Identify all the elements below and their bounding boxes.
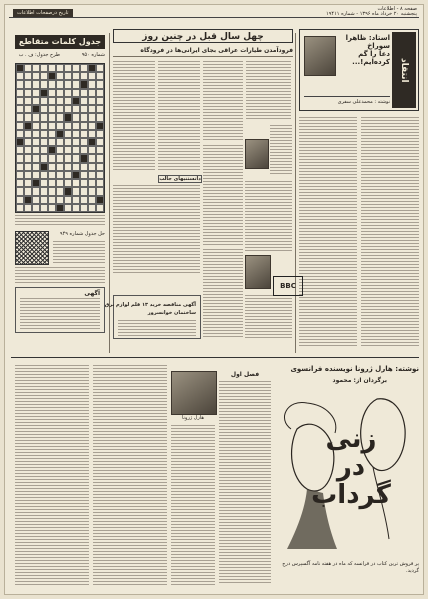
crossword-cell — [96, 64, 104, 72]
crossword-cell — [24, 154, 32, 162]
crossword-cell — [24, 163, 32, 171]
crossword-cell — [24, 89, 32, 97]
crossword-cell — [80, 196, 88, 204]
crossword-cell — [56, 80, 64, 88]
crossword-cell — [88, 113, 96, 121]
crossword-cell — [88, 97, 96, 105]
crossword-cell — [40, 138, 48, 146]
chapter-title: فصل اول — [230, 371, 260, 378]
crossword-cell — [56, 163, 64, 171]
crossword-cell — [72, 80, 80, 88]
crossword-cell — [40, 64, 48, 72]
serial-col-1 — [15, 365, 89, 585]
crossword-cell — [48, 154, 56, 162]
crossword-cell — [88, 105, 96, 113]
crossword-cell — [64, 204, 72, 212]
crossword-cell — [32, 179, 40, 187]
crossword-cell — [72, 122, 80, 130]
crossword-cell — [48, 113, 56, 121]
crossword-cell — [88, 89, 96, 97]
crossword-cell — [64, 80, 72, 88]
crossword-cell — [72, 105, 80, 113]
crossword-cell — [56, 64, 64, 72]
subsection-title: دانستنیهای جالب — [159, 176, 201, 182]
crossword-cell — [72, 179, 80, 187]
crossword-cell — [72, 204, 80, 212]
crossword-cell — [40, 187, 48, 195]
crossword-cell — [56, 97, 64, 105]
crossword-cell — [32, 89, 40, 97]
crossword-cell — [64, 113, 72, 121]
crossword-cell — [48, 80, 56, 88]
crossword-cell — [80, 163, 88, 171]
crossword-cell — [32, 113, 40, 121]
crossword-cell — [96, 187, 104, 195]
crossword-cell — [96, 163, 104, 171]
crossword-cell — [16, 113, 24, 121]
crossword-cell — [40, 171, 48, 179]
crossword-cell — [56, 138, 64, 146]
headline-line-2: سوراخ — [367, 42, 390, 50]
crossword-cell — [72, 72, 80, 80]
editorial-col-2 — [361, 117, 419, 347]
crossword-cell — [96, 171, 104, 179]
serial-title-line-1: زنی — [325, 424, 377, 454]
crossword-cell — [48, 163, 56, 171]
crossword-cell — [24, 179, 32, 187]
crossword-cell — [24, 122, 32, 130]
crossword-cell — [16, 138, 24, 146]
crossword-cell — [56, 171, 64, 179]
crossword-cell — [80, 89, 88, 97]
crossword-cell — [56, 122, 64, 130]
crossword-cell — [32, 97, 40, 105]
crossword-cell — [16, 163, 24, 171]
crossword-cell — [96, 154, 104, 162]
crossword-cell — [96, 130, 104, 138]
crossword-cell — [48, 204, 56, 212]
crossword-cell — [64, 163, 72, 171]
crossword-cell — [64, 154, 72, 162]
crossword-cell — [32, 80, 40, 88]
crossword-cell — [56, 154, 64, 162]
crossword-cell — [88, 196, 96, 204]
serial-col-2 — [93, 365, 167, 585]
crossword-cell — [56, 204, 64, 212]
crossword-cell — [80, 122, 88, 130]
crossword-cell — [16, 204, 24, 212]
crossword-cell — [88, 171, 96, 179]
crossword-cell — [16, 89, 24, 97]
crossword-cell — [24, 105, 32, 113]
crossword-cell — [32, 105, 40, 113]
editorial-byline: نوشته : محمدعلی سفری — [304, 96, 390, 105]
crossword-cell — [96, 72, 104, 80]
crossword-cell — [16, 97, 24, 105]
center-col-10 — [245, 295, 292, 339]
editorial-col-1 — [299, 117, 357, 347]
crossword-cell — [48, 146, 56, 154]
crossword-cell — [48, 64, 56, 72]
crossword-cell — [88, 130, 96, 138]
crossword-cell — [24, 138, 32, 146]
crossword-cell — [40, 196, 48, 204]
crossword-cell — [40, 113, 48, 121]
crossword-cell — [48, 72, 56, 80]
crossword-cell — [40, 122, 48, 130]
crossword-cell — [32, 146, 40, 154]
crossword-cell — [40, 154, 48, 162]
crossword-cell — [24, 171, 32, 179]
crossword-cell — [40, 204, 48, 212]
crossword-cell — [80, 146, 88, 154]
crossword-cell — [96, 113, 104, 121]
crossword-cell — [32, 130, 40, 138]
crossword-cell — [48, 138, 56, 146]
crossword-cell — [32, 163, 40, 171]
crossword-cell — [56, 187, 64, 195]
crossword-cell — [64, 64, 72, 72]
crossword-cell — [72, 89, 80, 97]
crossword-cell — [40, 179, 48, 187]
crossword-cell — [72, 196, 80, 204]
crossword-cell — [24, 97, 32, 105]
portrait-photo-1 — [245, 139, 269, 169]
crossword-cell — [24, 64, 32, 72]
crossword-cell — [32, 204, 40, 212]
portrait-caption: هارل ژرونا — [182, 415, 204, 421]
bbc-logo: BBC — [273, 276, 303, 296]
crossword-cell — [48, 89, 56, 97]
crossword-cell — [64, 179, 72, 187]
crossword-cell — [96, 105, 104, 113]
crossword-cell — [80, 80, 88, 88]
crossword-cell — [96, 80, 104, 88]
crossword-cell — [24, 204, 32, 212]
tender-subtitle: ساختمان خوانسرور — [147, 310, 196, 316]
center-col-2 — [158, 61, 200, 171]
serial-translator: برگردان از: محمود — [332, 377, 387, 384]
crossword-cell — [32, 171, 40, 179]
center-col-5 — [270, 125, 292, 175]
header-rule — [9, 17, 419, 18]
crossword-cell — [64, 146, 72, 154]
notice-text — [20, 298, 100, 330]
crossword-cell — [88, 80, 96, 88]
crossword-cell — [48, 196, 56, 204]
crossword-cell — [64, 196, 72, 204]
crossword-cell — [16, 196, 24, 204]
crossword-cell — [32, 64, 40, 72]
crossword-cell — [40, 130, 48, 138]
crossword-cell — [24, 187, 32, 195]
crossword-cell — [40, 72, 48, 80]
crossword-cell — [88, 146, 96, 154]
crossword-cell — [96, 89, 104, 97]
center-col-3 — [203, 61, 243, 141]
crossword-cell — [64, 122, 72, 130]
crossword-cell — [24, 113, 32, 121]
solution-text — [53, 241, 105, 265]
crossword-cell — [40, 80, 48, 88]
serial-col-4 — [171, 425, 215, 585]
headline-line-3: دعا را گم — [358, 50, 390, 58]
crossword-cell — [48, 105, 56, 113]
crossword-cell — [72, 138, 80, 146]
crossword-cell — [64, 187, 72, 195]
crossword-cell — [16, 122, 24, 130]
crossword-cell — [80, 138, 88, 146]
crossword-cell — [72, 163, 80, 171]
page-number: صفحه ۸ - اطلاعات — [377, 6, 417, 12]
crossword-cell — [72, 146, 80, 154]
serial-title — [295, 425, 407, 509]
tender-notice — [104, 295, 201, 339]
solution-grid — [15, 231, 49, 265]
crossword-cell — [80, 72, 88, 80]
crossword-cell — [88, 187, 96, 195]
serial-footer: پر فروش ترین کتاب در فرانسه که ماه در هفته نامه آگسپرس درج گردید. — [282, 561, 419, 574]
crossword-cell — [96, 122, 104, 130]
crossword-cell — [64, 138, 72, 146]
crossword-title: جدول کلمات متقاطع — [15, 35, 105, 49]
history-subtitle: فرودآمدن طیارات عراقی بجای ایرانی‌ها در فرودگاه — [140, 47, 293, 54]
crossword-cell — [48, 130, 56, 138]
crossword-cell — [88, 64, 96, 72]
newspaper-page — [4, 4, 424, 595]
crossword-cell — [16, 105, 24, 113]
crossword-cell — [64, 105, 72, 113]
editorial-headline — [336, 34, 390, 66]
crossword-cell — [96, 138, 104, 146]
crossword-cell — [56, 196, 64, 204]
crossword-cell — [56, 105, 64, 113]
crossword-cell — [72, 113, 80, 121]
center-col-4 — [246, 61, 291, 121]
crossword-cell — [80, 113, 88, 121]
crossword-cell — [80, 187, 88, 195]
crossword-grid — [15, 63, 105, 213]
crossword-cell — [96, 146, 104, 154]
crossword-cell — [64, 171, 72, 179]
crossword-number: شماره ۹۵۰ — [81, 52, 105, 58]
crossword-cell — [80, 64, 88, 72]
tender-text — [118, 320, 196, 336]
notice-box — [15, 287, 105, 333]
crossword-cell — [96, 97, 104, 105]
crossword-cell — [96, 204, 104, 212]
editorial-header — [299, 29, 419, 111]
headline-line-1: استاد: ظاهرا — [345, 34, 390, 42]
crossword-cell — [16, 179, 24, 187]
crossword-cell — [32, 187, 40, 195]
crossword-cell — [72, 97, 80, 105]
page-info — [326, 7, 417, 17]
crossword-cell — [32, 138, 40, 146]
portrait-photo-2 — [245, 255, 271, 289]
headline-line-4: کرده‌ایم!... — [352, 58, 390, 66]
crossword-cell — [88, 163, 96, 171]
crossword-cell — [16, 171, 24, 179]
crossword-cell — [40, 89, 48, 97]
crossword-clues — [15, 215, 105, 227]
center-col-6 — [203, 145, 243, 245]
crossword-cell — [16, 146, 24, 154]
crossword-cell — [24, 196, 32, 204]
crossword-cell — [80, 130, 88, 138]
crossword-cell — [56, 179, 64, 187]
crossword-cell — [24, 130, 32, 138]
crossword-cell — [16, 130, 24, 138]
crossword-cell — [24, 72, 32, 80]
crossword-cell — [32, 196, 40, 204]
crossword-cell — [48, 171, 56, 179]
crossword-cell — [80, 154, 88, 162]
crossword-cell — [48, 122, 56, 130]
crossword-cell — [32, 122, 40, 130]
crossword-cell — [80, 171, 88, 179]
crossword-cell — [48, 179, 56, 187]
serial-title-line-3: گرداب — [311, 480, 391, 510]
date-line: پنجشنبه ۲۰ خرداد ماه ۱۳۹۶ - شماره ۱۹۴۱۱ — [326, 11, 417, 17]
crossword-cell — [64, 89, 72, 97]
crossword-cell — [80, 204, 88, 212]
crossword-cell — [72, 154, 80, 162]
history-title: چهل سال قبل در چنین روز — [113, 29, 293, 43]
crossword-cell — [88, 122, 96, 130]
crossword-cell — [16, 154, 24, 162]
crossword-cell — [48, 97, 56, 105]
column-rule-2 — [295, 33, 296, 353]
crossword-cell — [64, 72, 72, 80]
crossword-cell — [56, 89, 64, 97]
section-divider — [11, 357, 419, 358]
crossword-cell — [24, 146, 32, 154]
crossword-cell — [24, 80, 32, 88]
crossword-cell — [16, 72, 24, 80]
crossword-cell — [16, 64, 24, 72]
section-tag: تاریخ درصفحات اطلاعات — [13, 9, 73, 17]
crossword-cell — [96, 179, 104, 187]
crossword-cell — [72, 64, 80, 72]
crossword-cell — [40, 163, 48, 171]
crossword-cell — [88, 179, 96, 187]
crossword-cell — [40, 97, 48, 105]
center-rule — [113, 56, 293, 57]
editorial-logo: انتقاد — [392, 32, 416, 108]
center-col-8 — [245, 181, 292, 251]
center-col-1 — [113, 61, 155, 171]
crossword-cell — [64, 97, 72, 105]
tender-title: آگهی مناقصه خرید ۱۳ قلم لوازم برق — [104, 302, 196, 308]
crossword-cell — [40, 105, 48, 113]
crossword-cell — [16, 80, 24, 88]
crossword-cell — [96, 196, 104, 204]
author-photo — [304, 36, 336, 76]
center-col-9 — [203, 249, 243, 339]
left-text-block — [15, 267, 105, 283]
crossword-author: طرح جدول: ف . ب — [18, 52, 60, 58]
crossword-cell — [80, 105, 88, 113]
author-portrait — [171, 371, 217, 415]
crossword-cell — [88, 154, 96, 162]
center-col-7 — [113, 185, 200, 275]
serial-title-line-2: در — [336, 452, 366, 482]
crossword-cell — [88, 72, 96, 80]
solution-title: حل جدول شماره ۹۴۹ — [59, 231, 105, 237]
notice-title: آگهی — [84, 290, 100, 297]
serial-col-3 — [219, 381, 271, 585]
crossword-cell — [64, 130, 72, 138]
crossword-cell — [72, 171, 80, 179]
crossword-cell — [48, 187, 56, 195]
crossword-cell — [56, 113, 64, 121]
crossword-cell — [32, 154, 40, 162]
crossword-cell — [88, 138, 96, 146]
crossword-cell — [88, 204, 96, 212]
crossword-cell — [32, 72, 40, 80]
crossword-cell — [16, 187, 24, 195]
crossword-cell — [80, 179, 88, 187]
crossword-cell — [56, 130, 64, 138]
crossword-cell — [72, 187, 80, 195]
serial-heading: نوشته: هارل ژرونا نویسنده فرانسوی — [290, 365, 419, 373]
crossword-cell — [40, 146, 48, 154]
crossword-cell — [56, 72, 64, 80]
crossword-cell — [72, 130, 80, 138]
crossword-cell — [80, 97, 88, 105]
crossword-cell — [56, 146, 64, 154]
